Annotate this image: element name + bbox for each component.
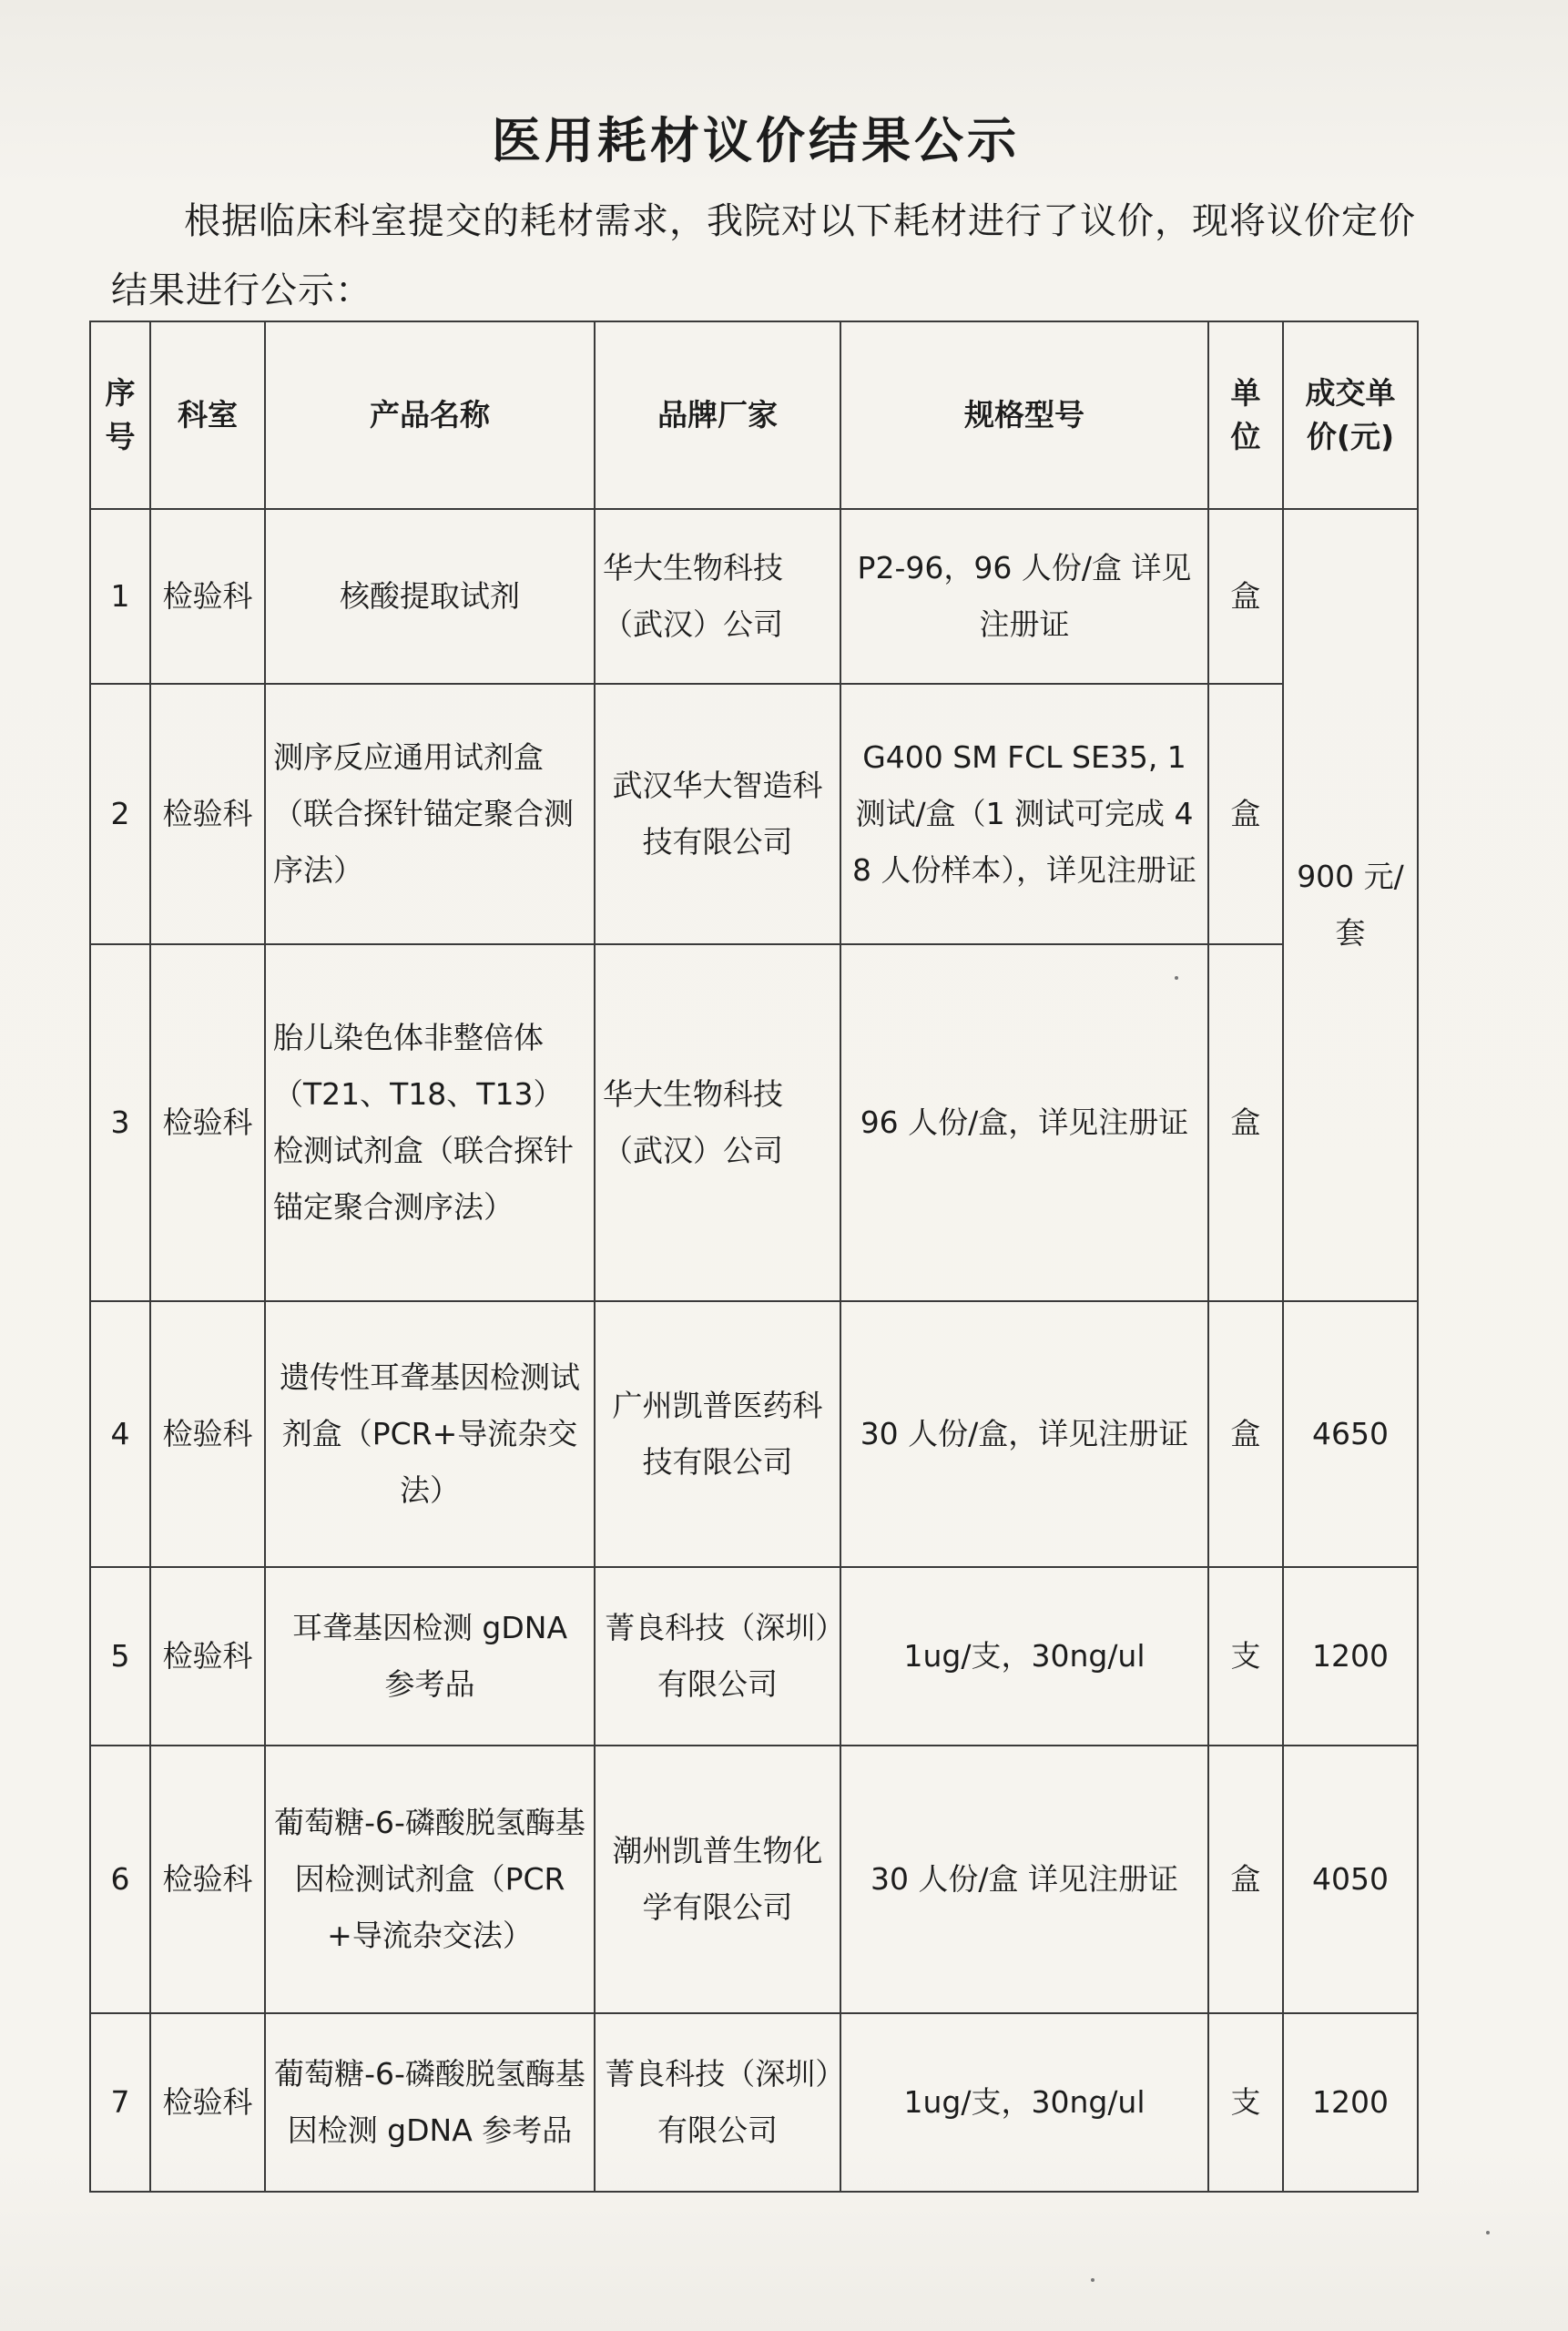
cell-unit: 盒 <box>1208 509 1283 684</box>
cell-department: 检验科 <box>150 944 265 1301</box>
table-row <box>90 1746 1418 2013</box>
cell-department: 检验科 <box>150 509 265 684</box>
cell-unit: 支 <box>1208 1567 1283 1746</box>
cell-product: 耳聋基因检测 gDNA 参考品 <box>265 1567 595 1746</box>
cell-unit: 盒 <box>1208 944 1283 1301</box>
intro-paragraph: 根据临床科室提交的耗材需求，我院对以下耗材进行了议价，现将议价定价结果进行公示： <box>111 200 1416 311</box>
cell-spec: G400 SM FCL SE35, 1 测试/盒（1 测试可完成 48 人份样本），详见注册证 <box>840 684 1208 944</box>
cell-department: 检验科 <box>150 1301 265 1567</box>
cell-brand: 华大生物科技（武汉）公司 <box>595 944 840 1301</box>
cell-index: 2 <box>90 684 150 944</box>
cell-brand: 菁良科技（深圳）有限公司 <box>595 2013 840 2192</box>
header-spec: 规格型号 <box>840 321 1208 509</box>
speck-mark <box>1091 2278 1095 2282</box>
cell-brand: 华大生物科技（武汉）公司 <box>595 509 840 684</box>
cell-spec: 30 人份/盒 详见注册证 <box>840 1746 1208 2013</box>
cell-unit: 盒 <box>1208 1301 1283 1567</box>
cell-spec: 1ug/支，30ng/ul <box>840 2013 1208 2192</box>
cell-price-merged: 900 元/套 <box>1283 509 1418 1301</box>
cell-product: 核酸提取试剂 <box>265 509 595 684</box>
cell-department: 检验科 <box>150 2013 265 2192</box>
header-product: 产品名称 <box>265 321 595 509</box>
cell-product: 葡萄糖-6-磷酸脱氢酶基因检测 gDNA 参考品 <box>265 2013 595 2192</box>
cell-unit: 支 <box>1208 2013 1283 2192</box>
cell-index: 3 <box>90 944 150 1301</box>
cell-brand: 菁良科技（深圳）有限公司 <box>595 1567 840 1746</box>
page-title: 医用耗材议价结果公示 <box>492 111 1020 169</box>
table-row <box>90 1301 1418 1567</box>
speck-mark <box>1486 2231 1490 2234</box>
table-row <box>90 2013 1418 2192</box>
cell-product: 葡萄糖-6-磷酸脱氢酶基因检测试剂盒（PCR+导流杂交法） <box>265 1746 595 2013</box>
cell-index: 5 <box>90 1567 150 1746</box>
cell-index: 7 <box>90 2013 150 2192</box>
cell-price: 4650 <box>1283 1301 1418 1567</box>
header-price: 成交单价(元) <box>1283 321 1418 509</box>
cell-product: 胎儿染色体非整倍体（T21、T18、T13）检测试剂盒（联合探针锚定聚合测序法） <box>265 944 595 1301</box>
header-department: 科室 <box>150 321 265 509</box>
price-table <box>89 321 1419 2193</box>
cell-department: 检验科 <box>150 1746 265 2013</box>
cell-spec: P2-96，96 人份/盒 详见注册证 <box>840 509 1208 684</box>
cell-department: 检验科 <box>150 1567 265 1746</box>
cell-price: 4050 <box>1283 1746 1418 2013</box>
header-unit: 单位 <box>1208 321 1283 509</box>
header-index: 序号 <box>90 321 150 509</box>
cell-index: 1 <box>90 509 150 684</box>
speck-mark <box>1175 976 1178 980</box>
table-row <box>90 509 1418 684</box>
cell-unit: 盒 <box>1208 684 1283 944</box>
cell-price: 1200 <box>1283 2013 1418 2192</box>
cell-brand: 广州凯普医药科技有限公司 <box>595 1301 840 1567</box>
cell-price: 1200 <box>1283 1567 1418 1746</box>
table-row <box>90 684 1418 944</box>
cell-brand: 潮州凯普生物化学有限公司 <box>595 1746 840 2013</box>
cell-brand: 武汉华大智造科技有限公司 <box>595 684 840 944</box>
cell-department: 检验科 <box>150 684 265 944</box>
table-row <box>90 1567 1418 1746</box>
cell-product: 测序反应通用试剂盒（联合探针锚定聚合测序法） <box>265 684 595 944</box>
cell-unit: 盒 <box>1208 1746 1283 2013</box>
table-row <box>90 944 1418 1301</box>
table-header-row <box>90 321 1418 509</box>
cell-spec: 96 人份/盒，详见注册证 <box>840 944 1208 1301</box>
cell-product: 遗传性耳聋基因检测试剂盒（PCR+导流杂交法） <box>265 1301 595 1567</box>
cell-index: 4 <box>90 1301 150 1567</box>
cell-spec: 1ug/支，30ng/ul <box>840 1567 1208 1746</box>
cell-spec: 30 人份/盒，详见注册证 <box>840 1301 1208 1567</box>
header-brand: 品牌厂家 <box>595 321 840 509</box>
cell-index: 6 <box>90 1746 150 2013</box>
